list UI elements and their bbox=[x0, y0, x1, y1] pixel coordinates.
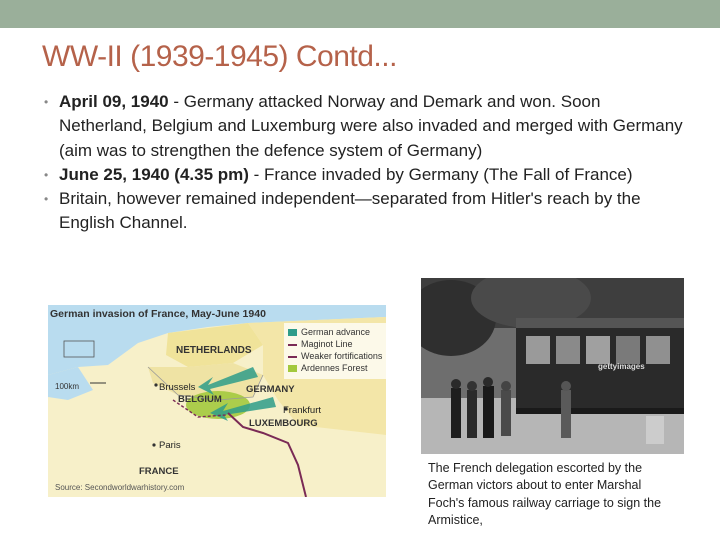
map-legend bbox=[288, 326, 382, 374]
map-title: German invasion of France, May-June 1940 bbox=[50, 308, 266, 320]
bullet-text: - Germany attacked Norway and Demark and won. Soon Netherland, Belgium and Luxemburg were also invaded and merged with Germany (aim was to strengthen the defence system of Germany) bbox=[59, 92, 683, 160]
map-credit: Source: Secondworldwarhistory.com bbox=[55, 483, 185, 492]
bullet-dot-icon: • bbox=[44, 192, 49, 207]
bullet-bold: June 25, 1940 (4.35 pm) bbox=[59, 164, 249, 184]
legend-entry bbox=[288, 362, 382, 374]
legend-label: Ardennes Forest bbox=[301, 363, 368, 373]
map-label-france: FRANCE bbox=[139, 466, 179, 477]
legend-entry bbox=[288, 326, 382, 338]
map-label-frankfurt: Frankfurt bbox=[283, 405, 322, 416]
legend-entry bbox=[288, 338, 382, 350]
photo-watermark: gettyimages bbox=[598, 362, 645, 371]
legend-label: German advance bbox=[301, 327, 371, 337]
map-label-luxembourg: LUXEMBOURG bbox=[249, 418, 318, 429]
map-label-brussels: Brussels bbox=[159, 382, 196, 393]
bullet-bold: April 09, 1940 bbox=[59, 92, 174, 111]
slide-title: WW-II (1939-1945) Contd... bbox=[42, 40, 397, 73]
map-scale: 100km bbox=[55, 382, 80, 391]
bullet-item bbox=[44, 90, 684, 163]
bullet-dot-icon: • bbox=[44, 95, 49, 109]
legend-label: Weaker fortifications bbox=[301, 351, 383, 361]
bullet-dot-icon: • bbox=[44, 167, 49, 182]
legend-swatch-icon bbox=[288, 356, 297, 358]
legend-swatch-icon bbox=[288, 365, 297, 372]
bullet-item bbox=[44, 163, 684, 187]
legend-entry bbox=[288, 350, 382, 362]
legend-swatch-icon bbox=[288, 344, 297, 346]
photo-caption: The French delegation escorted by the German victors about to enter Marshal Foch's famous railway carriage to sign the Armistice, bbox=[428, 461, 662, 528]
legend-swatch-icon bbox=[288, 329, 297, 336]
map-label-netherlands: NETHERLANDS bbox=[176, 345, 252, 356]
map-label-paris: Paris bbox=[159, 440, 181, 451]
bullet-text: Britain, however remained independent—separated from Hitler's reach by the English Channel. bbox=[59, 189, 641, 233]
bullet-item bbox=[44, 187, 684, 236]
bullet-list bbox=[44, 90, 684, 236]
map-label-belgium: BELGIUM bbox=[178, 394, 222, 405]
legend-label: Maginot Line bbox=[301, 339, 353, 349]
bullet-text: - France invaded by Germany (The Fall of France) bbox=[248, 164, 633, 184]
top-accent-bar bbox=[0, 0, 720, 28]
map-label-germany: GERMANY bbox=[246, 384, 295, 395]
